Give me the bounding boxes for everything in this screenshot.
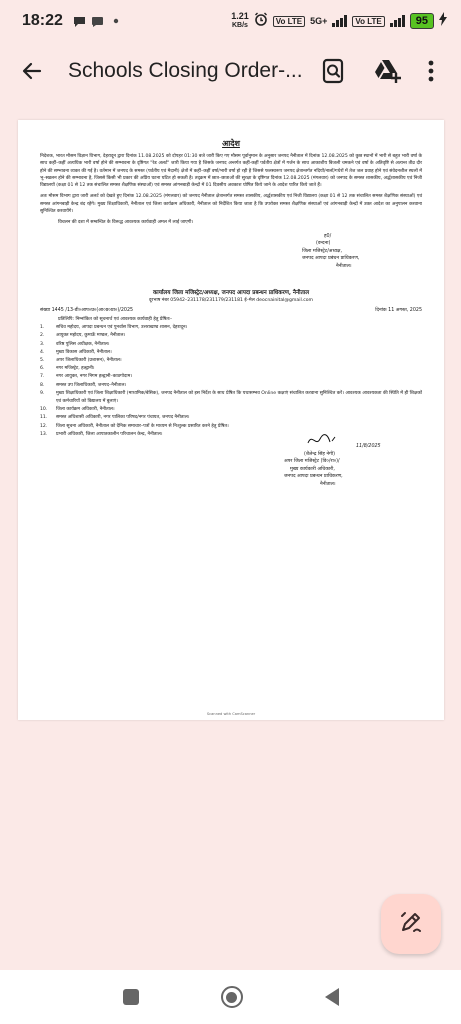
list-item-text: मुख्य शिक्षाधिकारी एवं जिला शिक्षाधिकारी (माध्यमिक/बेसिक), जनपद नैनीताल को इस निर्देश के साथ प्रेषित कि यथासम्भव Online कक्षाएं संचालित करवाना सुनिश्चित करें। आवश्यक आवश्यकता की स्थिति में ही शिक्षकों एवं कर्मचारियों को विद्यालय में बुलाएं। <box>56 390 422 404</box>
list-item-text: समस्त उप जिलाधिकारी, जनपद–नैनीताल। <box>56 382 127 388</box>
list-item-text: नगर मजिस्ट्रेट, हल्द्वानी। <box>56 366 95 372</box>
list-item <box>40 332 422 340</box>
doc-paragraph-3: विचलन की दशा में सम्बन्धित के विरूद्ध आवश्यक कार्यवाही अमल में लाई जाएगी। <box>58 220 194 226</box>
sign1-line: जनपद आपदा प्रबंधन प्राधिकरण, <box>302 256 360 262</box>
message-icon <box>91 14 105 28</box>
home-icon[interactable] <box>221 986 243 1008</box>
sign2-line: मुख्य कार्यकारी अधिकारी, <box>290 466 335 472</box>
back-arrow-icon[interactable] <box>20 59 44 83</box>
list-item-number: 10. <box>40 407 48 413</box>
list-item-text: वरिष्ठ पुलिस अधीक्षक, नैनीताल। <box>56 341 110 347</box>
list-item-number: 8. <box>40 382 45 388</box>
list-item-text: जिला कार्यक्रम अधिकारी, नैनीताल। <box>56 407 115 413</box>
dot-icon <box>109 14 123 28</box>
network-speed <box>231 12 249 30</box>
signal-icon <box>332 15 347 27</box>
list-item <box>40 414 422 422</box>
list-item <box>40 341 422 349</box>
signal-icon-2 <box>390 15 405 27</box>
sign2-line: (शैलेन्द्र सिंह नेगी) <box>304 451 335 457</box>
sign1-line: नैनीताल। <box>336 263 352 269</box>
sign2-line: जनपद आपदा प्रबन्धन प्राधिकरण, <box>284 474 343 480</box>
back-icon[interactable] <box>325 988 339 1006</box>
list-item-text: प्रभारी अधिकारी, जिला आपातकालीन परिचालन केन्द्र, नैनीताल। <box>56 431 163 437</box>
ref-number: संख्या 1445 /13-डी०आप०प्र०(आ०प्र०प्रा०)/2025 <box>40 308 134 314</box>
recipient-list <box>40 324 422 439</box>
doc-heading: आदेश <box>222 139 240 148</box>
list-item <box>40 349 422 357</box>
edit-fab-button[interactable] <box>381 894 441 954</box>
list-item-number: 9. <box>40 390 45 396</box>
list-item <box>40 373 422 381</box>
list-item-text: आयुक्त महोदय, कुमाऊँ मण्डल, नैनीताल। <box>56 333 126 339</box>
sign2-line: अपर जिला मजिस्ट्रेट (वि०/रा०)/ <box>284 459 340 465</box>
list-item <box>40 365 422 373</box>
recents-icon[interactable] <box>123 989 139 1005</box>
app-bar <box>0 42 461 100</box>
drive-add-icon[interactable] <box>374 58 400 84</box>
list-item-number: 6. <box>40 366 45 372</box>
alarm-icon <box>254 12 268 31</box>
doc-paragraph-2: अतः मौसम विभाग द्वारा जारी अलर्ट को देखते हुए दिनांक 12.08.2025 (मंगलवार) को जनपद नैनीताल क्षेत्रान्तर्गत समस्त शासकीय, अर्द्धशासकीय एवं निजी विद्यालय (कक्षा 01 से 12 तक संचालित समस्त शैक्षणिक संस्थाओं) एवं समस्त आंगनबाड़ी केन्द्र बंद रहेंगे। मुख्य शिक्षाधिकारी, नैनीताल एवं जिला कार्यक्रम अधिकारी, नैनीताल को निर्देशित किया जाता है कि उपरोक्त समस्त शैक्षणिक संस्थाओं एवं आंगनबाड़ी केन्द्रों में उक्त आदेश का अनुपालन करवाना सुनिश्चित करवायेंगे। <box>40 194 422 215</box>
list-item <box>40 423 422 431</box>
list-item-text: समस्त अधिशासी अधिकारी, नगर पालिका परिषद/नगर पंचायत, जनपद नैनीताल। <box>56 415 190 421</box>
office-title: कार्यालय जिला मजिस्ट्रेट/अध्यक्ष, जनपद आपदा प्रबन्धन प्राधिकरण, नैनीताल <box>152 290 310 297</box>
search-document-icon[interactable] <box>320 58 346 84</box>
list-item-number: 13. <box>40 431 48 437</box>
sign1-line: जिला मजिस्ट्रेट/अध्यक्ष, <box>302 248 343 254</box>
status-bar <box>0 0 461 42</box>
list-item-text: जिला सूचना अधिकारी, नैनीताल को दैनिक समाचार–पत्रों के माध्यम से निःशुल्क प्रसारित करने हेतु प्रेषित। <box>56 423 229 429</box>
volte-badge-2: Vo LTE <box>352 16 384 27</box>
list-item-text: सचिव महोदय, आपदा प्रबन्धन एवं पुनर्वास विभाग, उत्तराखण्ड शासन, देहरादून। <box>56 325 188 331</box>
copy-intro: प्रतिलिपि: निम्नांकित को सूचनार्थ एवं आवश्यक कार्यवाही हेतु प्रेषितः– <box>58 317 173 323</box>
list-item-text: मुख्य विकास अधिकारी, नैनीताल। <box>56 349 112 355</box>
volte-badge-1: Vo LTE <box>273 16 305 27</box>
signature-block-1 <box>302 233 422 271</box>
edit-pen-icon <box>398 909 424 940</box>
list-item-number: 7. <box>40 374 45 380</box>
list-item <box>40 357 422 365</box>
doc-paragraph-1: निदेशक, भारत मौसम विज्ञान विभाग, देहरादून द्वारा दिनांक 11.08.2025 को दोपहर 01:30 बजे जारी किए गए मौसम पूर्वानुमान के अनुसार जनपद नैनीताल में दिनांक 12.08.2025 को कुछ स्थानों में भारी से बहुत भारी वर्षा के साथ कहीं–कहीं अत्यधिक भारी वर्षा होने की सम्भावना के दृष्टिगत "रेड अलर्ट" जारी किया गया है जिसके जनपद अन्तर्गत कहीं-कहीं पर्वतीय क्षेत्रों में गर्जन के साथ आकाशीय बिजली चमकने एवं वर्षा के अतिवृष्टि से अत्यन्त तीव्र दौर होने की सम्भावना व्यक्त की गई है। वर्तमान में जनपद के समस्त (पर्वतीय एवं मैदानी) क्षेत्रों में कहीं–कहीं वर्षा/भारी वर्षा हो रही है जिससे फलस्वरूप जनपद क्षेत्रान्तर्गत नदियों/नालों/गधेरों में तेज जल प्रवाह होने एवं संवेदनशील स्थलों में भू–स्खलन होने की सम्भावना है, जिससे किसी भी प्रकार की अप्रिय घटना घटित हो सकती है। तद्क्रम में छात्र–छात्राओं की सुरक्षा के दृष्टिगत दिनांक 12.08.2025 (मंगलवार) को जनपद के समस्त शासकीय, अर्द्धशासकीय एवं निजी विद्यालयों (कक्षा 01 से 12 तक संचालित समस्त शैक्षणिक संस्थाओं) एवं समस्त आंगनबाड़ी केन्द्रों में 01 दिवसीय अवकाश घोषित किये जाने के आदेश पारित किये जाते हैं। <box>40 154 422 189</box>
office-contact: दूरभाष नंबर 05942–231178/231179/231181 ई–मेल deocnainital@gmail.com <box>148 298 314 304</box>
list-item-number: 11. <box>40 415 48 421</box>
sign1-line: (वन्दना) <box>316 241 331 247</box>
list-item <box>40 324 422 332</box>
list-item-number: 5. <box>40 357 45 363</box>
list-item-text: नगर आयुक्त, नगर निगम हल्द्वानी–काठगोदाम। <box>56 374 133 380</box>
list-item <box>40 390 422 406</box>
battery-icon: 95 <box>410 13 434 29</box>
speed-value: 1.21 <box>231 11 249 21</box>
ref-date: दिनांक 11 अगस्त, 2025 <box>375 308 422 314</box>
system-nav-bar <box>0 970 461 1024</box>
list-item-number: 2. <box>40 333 45 339</box>
list-item-number: 1. <box>40 325 45 331</box>
list-item <box>40 406 422 414</box>
chat-bubble-icon <box>73 14 87 28</box>
signature-block-2 <box>284 443 422 488</box>
document-title: Schools Closing Order-... <box>68 59 303 82</box>
speed-unit: KB/s <box>231 22 248 29</box>
network-type: 5G+ <box>310 16 328 26</box>
document-page[interactable] <box>18 120 444 720</box>
list-item-text: अपर जिलाधिकारी (प्रशासन), नैनीताल। <box>56 357 122 363</box>
sign2-line: नैनीताल। <box>320 481 336 487</box>
list-item-number: 12. <box>40 423 48 429</box>
charging-icon <box>439 12 447 31</box>
list-item-number: 4. <box>40 349 45 355</box>
list-item <box>40 382 422 390</box>
sign1-line: ह0/ <box>324 233 332 239</box>
scanner-watermark: Scanned with CamScanner <box>206 712 256 716</box>
status-time: 18:22 <box>22 12 63 29</box>
reference-line <box>40 307 422 313</box>
sign-date: 11/8/2025 <box>356 444 381 450</box>
more-vert-icon[interactable] <box>426 58 436 84</box>
signature-scribble <box>306 433 366 447</box>
list-item-number: 3. <box>40 341 45 347</box>
